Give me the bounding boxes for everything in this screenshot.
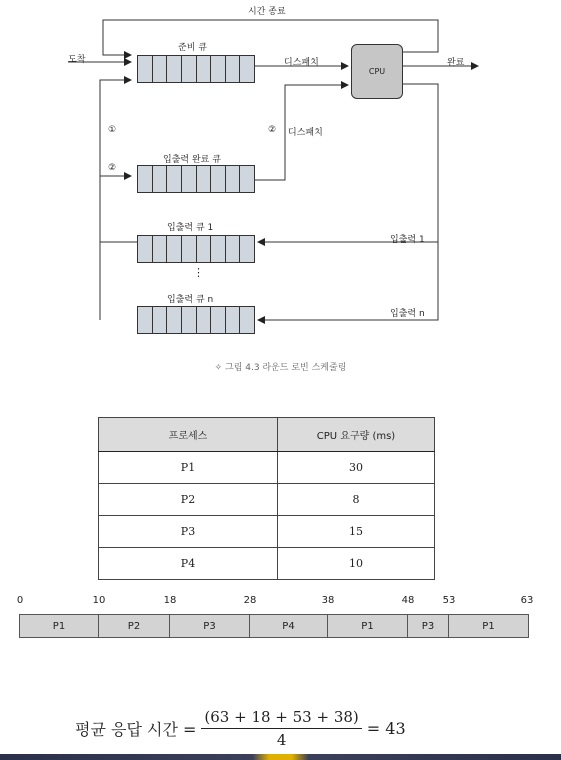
header-cpu-demand: CPU 요구량 (ms) xyxy=(278,418,435,452)
cpu-label: CPU xyxy=(368,67,386,76)
formula-rhs: = 43 xyxy=(366,718,406,738)
table-row xyxy=(99,484,435,516)
ellipsis-marker: ⋮ xyxy=(193,266,204,279)
circle-2-right-marker: ② xyxy=(268,125,277,135)
dispatch2-label: 디스패치 xyxy=(288,128,323,138)
dispatch-label: 디스패치 xyxy=(284,58,319,68)
io-queue-1-label: 입출력 큐 1 xyxy=(167,223,214,233)
formula-denominator: 4 xyxy=(276,730,287,749)
gantt-ticks xyxy=(0,595,561,609)
gantt-tick: 10 xyxy=(92,595,106,606)
figure-caption: ✧ 그림 4.3 라운드 로빈 스케줄링 xyxy=(214,363,347,373)
table-row xyxy=(99,452,435,484)
io-queue-n-label: 입출력 큐 n xyxy=(167,295,214,305)
bottom-bar xyxy=(0,754,561,760)
table-row xyxy=(99,548,435,580)
gantt-segment: P2 xyxy=(99,615,170,637)
gantt-chart xyxy=(19,614,529,638)
ready-queue xyxy=(137,55,255,83)
ready-queue-label: 준비 큐 xyxy=(178,43,207,53)
gantt-segment: P1 xyxy=(328,615,408,637)
cpu-demand: 30 xyxy=(278,452,435,484)
gantt-tick: 38 xyxy=(321,595,335,606)
io-queue-n xyxy=(137,306,255,334)
process-name: P3 xyxy=(99,516,278,548)
io-queue-1 xyxy=(137,235,255,263)
formula-lhs: 평균 응답 시간 = xyxy=(75,719,197,739)
io-n-label: 입출력 n xyxy=(390,309,425,319)
done-label: 완료 xyxy=(447,58,465,68)
process-table xyxy=(98,417,435,580)
average-response-formula xyxy=(75,703,406,753)
gantt-segment: P1 xyxy=(20,615,99,637)
arrival-label: 도착 xyxy=(68,55,86,65)
cpu-demand: 15 xyxy=(278,516,435,548)
gantt-tick: 18 xyxy=(163,595,177,606)
cpu-box xyxy=(351,44,403,99)
table-row xyxy=(99,516,435,548)
io-done-queue xyxy=(137,165,255,193)
process-name: P4 xyxy=(99,548,278,580)
gantt-segment: P1 xyxy=(449,615,528,637)
cpu-demand: 10 xyxy=(278,548,435,580)
time-expired-label: 시간 종료 xyxy=(248,7,286,17)
io-done-queue-label: 입출력 완료 큐 xyxy=(163,155,221,165)
process-name: P1 xyxy=(99,452,278,484)
gantt-segment: P4 xyxy=(250,615,328,637)
circle-1-marker: ① xyxy=(108,125,117,135)
gantt-tick: 53 xyxy=(442,595,456,606)
diagram-lines xyxy=(0,0,561,340)
gantt-tick: 63 xyxy=(520,595,534,606)
gantt-segment: P3 xyxy=(170,615,250,637)
io-1-label: 입출력 1 xyxy=(390,235,425,245)
gantt-tick: 28 xyxy=(243,595,257,606)
formula-numerator: (63 + 18 + 53 + 38) xyxy=(201,708,361,729)
process-name: P2 xyxy=(99,484,278,516)
header-process: 프로세스 xyxy=(99,418,278,452)
gantt-tick: 48 xyxy=(401,595,415,606)
gantt-segment: P3 xyxy=(408,615,449,637)
formula-fraction xyxy=(201,708,361,749)
circle-2-left-marker: ② xyxy=(108,163,117,173)
table-header-row xyxy=(99,418,435,452)
cpu-demand: 8 xyxy=(278,484,435,516)
gantt-tick: 0 xyxy=(16,595,24,606)
